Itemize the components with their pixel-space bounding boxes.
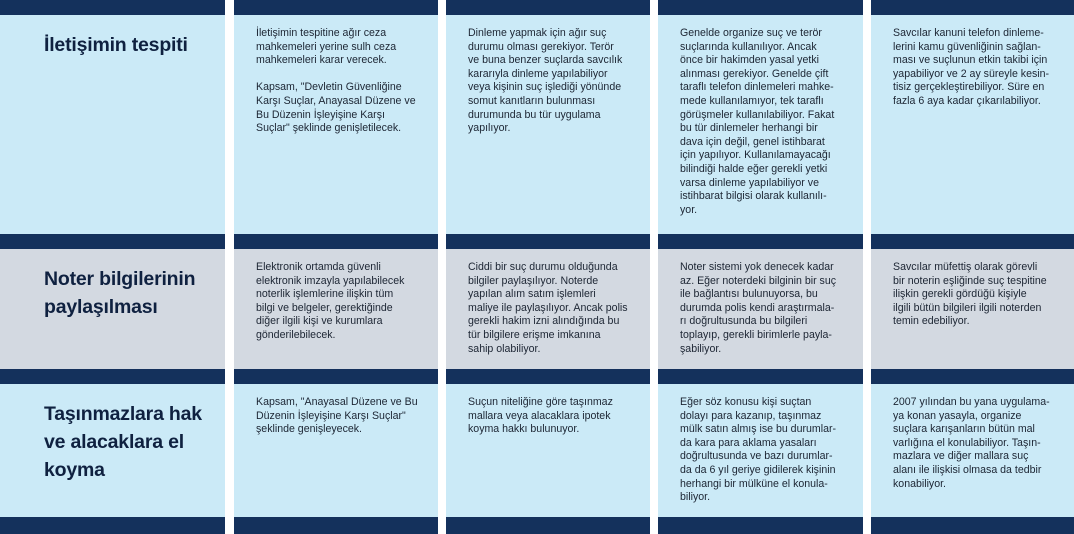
row-heading-cell <box>0 384 225 517</box>
content-column-4 <box>871 0 1074 534</box>
cell-text: Genelde organize suç ve terör suçlarında kullanılıyor. Ancak önce bir hakimden yasal yetki alınması gerekiyor. Genelde çift taraflı telefon dinlemeleri mahke- mede kullanılamıyor, tek taraflı görüşmeler kullanılabiliyor. Fakat bu tür dinlemeler herhangi bir dava için değil, genel istihbarat için yapılıyor. Kullanılamayacağı bilindiği halde eğer gerekli yetki varsa dinleme yapılabiliyor ve istihbarat bilgisi olarak kullanılı- yor. <box>680 27 835 216</box>
divider-band <box>871 369 1074 384</box>
content-column-2 <box>446 0 650 534</box>
table-cell <box>234 15 438 234</box>
content-column-3 <box>658 0 863 534</box>
divider-band <box>871 0 1074 15</box>
divider-band <box>658 234 863 249</box>
row-heading: İletişimin tespiti <box>44 34 188 56</box>
table-cell <box>871 249 1074 369</box>
table-cell <box>446 384 650 517</box>
divider-band <box>0 369 225 384</box>
divider-band <box>658 369 863 384</box>
row-heading: Taşınmazlara hak ve alacaklara el koyma <box>44 403 202 481</box>
divider-band <box>658 0 863 15</box>
divider-band <box>446 517 650 534</box>
cell-text: Savcılar müfettiş olarak görevli bir noterin eşliğinde suç tespitine ilişkin gerekli gördüğü kişiyle ilgili bütün bilgileri ilgili noterden temin edebiliyor. <box>893 261 1047 328</box>
divider-band <box>446 369 650 384</box>
divider-band <box>446 234 650 249</box>
cell-text: 2007 yılından bu yana uygulama- ya konan yasayla, organize suçlara karışanların bütün mal varlığına el konulabiliyor. Taşın- mazlara ve diğer mallara suç alanı ile ilişkisi olmasa da tedbir konabiliyor. <box>893 396 1050 490</box>
divider-band <box>234 234 438 249</box>
divider-band <box>446 0 650 15</box>
divider-band <box>234 369 438 384</box>
table-cell <box>871 15 1074 234</box>
table-cell <box>446 249 650 369</box>
heading-column <box>0 0 225 534</box>
row-heading-cell <box>0 15 225 234</box>
cell-text: Elektronik ortamda güvenli elektronik imzayla yapılabilecek noterlik işlemlerine ilişkin tüm bilgi ve belgeler, gerektiğinde diğer ilgili kişi ve kurumlara gönderilebilecek. <box>256 261 405 341</box>
divider-band <box>0 234 225 249</box>
table-cell <box>234 384 438 517</box>
cell-text: Ciddi bir suç durumu olduğunda bilgiler paylaşılıyor. Noterde yapılan alım satım işlemleri maliye ile paylaşılıyor. Ancak polis gerekli hakim izni alındığında bu tür bilgilere erişme imkanına sahip olabiliyor. <box>468 261 628 355</box>
divider-band <box>658 517 863 534</box>
table-cell <box>871 384 1074 517</box>
cell-text: İletişimin tespitine ağır ceza mahkemeleri yerine sulh ceza mahkemeleri karar verecek. Kapsam, "Devletin Güvenliğine Karşı Suçlar, Anayasal Düzene ve Bu Düzenin İşleyişine Karşı Suçlar" şeklinde genişletilecek. <box>256 27 416 135</box>
cell-text: Suçun niteliğine göre taşınmaz mallara veya alacaklara ipotek koyma hakkı bulunuyor. <box>468 396 613 436</box>
table-cell <box>658 249 863 369</box>
table-cell <box>234 249 438 369</box>
row-heading: Noter bilgilerinin paylaşılması <box>44 268 196 318</box>
cell-text: Dinleme yapmak için ağır suç durumu olması gerekiyor. Terör ve buna benzer suçlarda savcılık kararıyla dinleme yapılabiliyor veya kişinin suç işlediği yönünde somut kanıtların bulunması durumunda bu tür uygulama yapılıyor. <box>468 27 623 135</box>
divider-band <box>0 0 225 15</box>
table-cell <box>446 15 650 234</box>
cell-text: Kapsam, "Anayasal Düzene ve Bu Düzenin İşleyişine Karşı Suçlar" şeklinde genişleyecek. <box>256 396 418 436</box>
divider-band <box>0 517 225 534</box>
divider-band <box>871 234 1074 249</box>
divider-band <box>234 0 438 15</box>
divider-band <box>234 517 438 534</box>
cell-text: Savcılar kanuni telefon dinleme- lerini kamu güvenliğinin sağlan- ması ve suçlunun etkin takibi için yapabiliyor ve 2 ay süreyle kesin- tisiz gerçekleştirebiliyor. Süre en fazla 6 aya kadar çıkarılabiliyor. <box>893 27 1050 107</box>
table-cell <box>658 15 863 234</box>
row-heading-cell <box>0 249 225 369</box>
cell-text: Noter sistemi yok denecek kadar az. Eğer noterdeki bilginin bir suç ile bağlantısı bulunuyorsa, bu durumda polis kendi araştırmala- rı doğrultusunda bu bilgileri toplayıp, gerekli birimlerle payla- şabiliyor. <box>680 261 837 355</box>
content-column-1 <box>234 0 438 534</box>
table-cell <box>658 384 863 517</box>
divider-band <box>871 517 1074 534</box>
cell-text: Eğer söz konusu kişi suçtan dolayı para kazanıp, taşınmaz mülk satın almış ise bu durumlar- da kara para aklama yasaları doğrultusunda ve bazı durumlar- da da 6 yıl geriye gidilerek kişinin herhangi bir mülküne el konula- biliyor. <box>680 396 837 504</box>
